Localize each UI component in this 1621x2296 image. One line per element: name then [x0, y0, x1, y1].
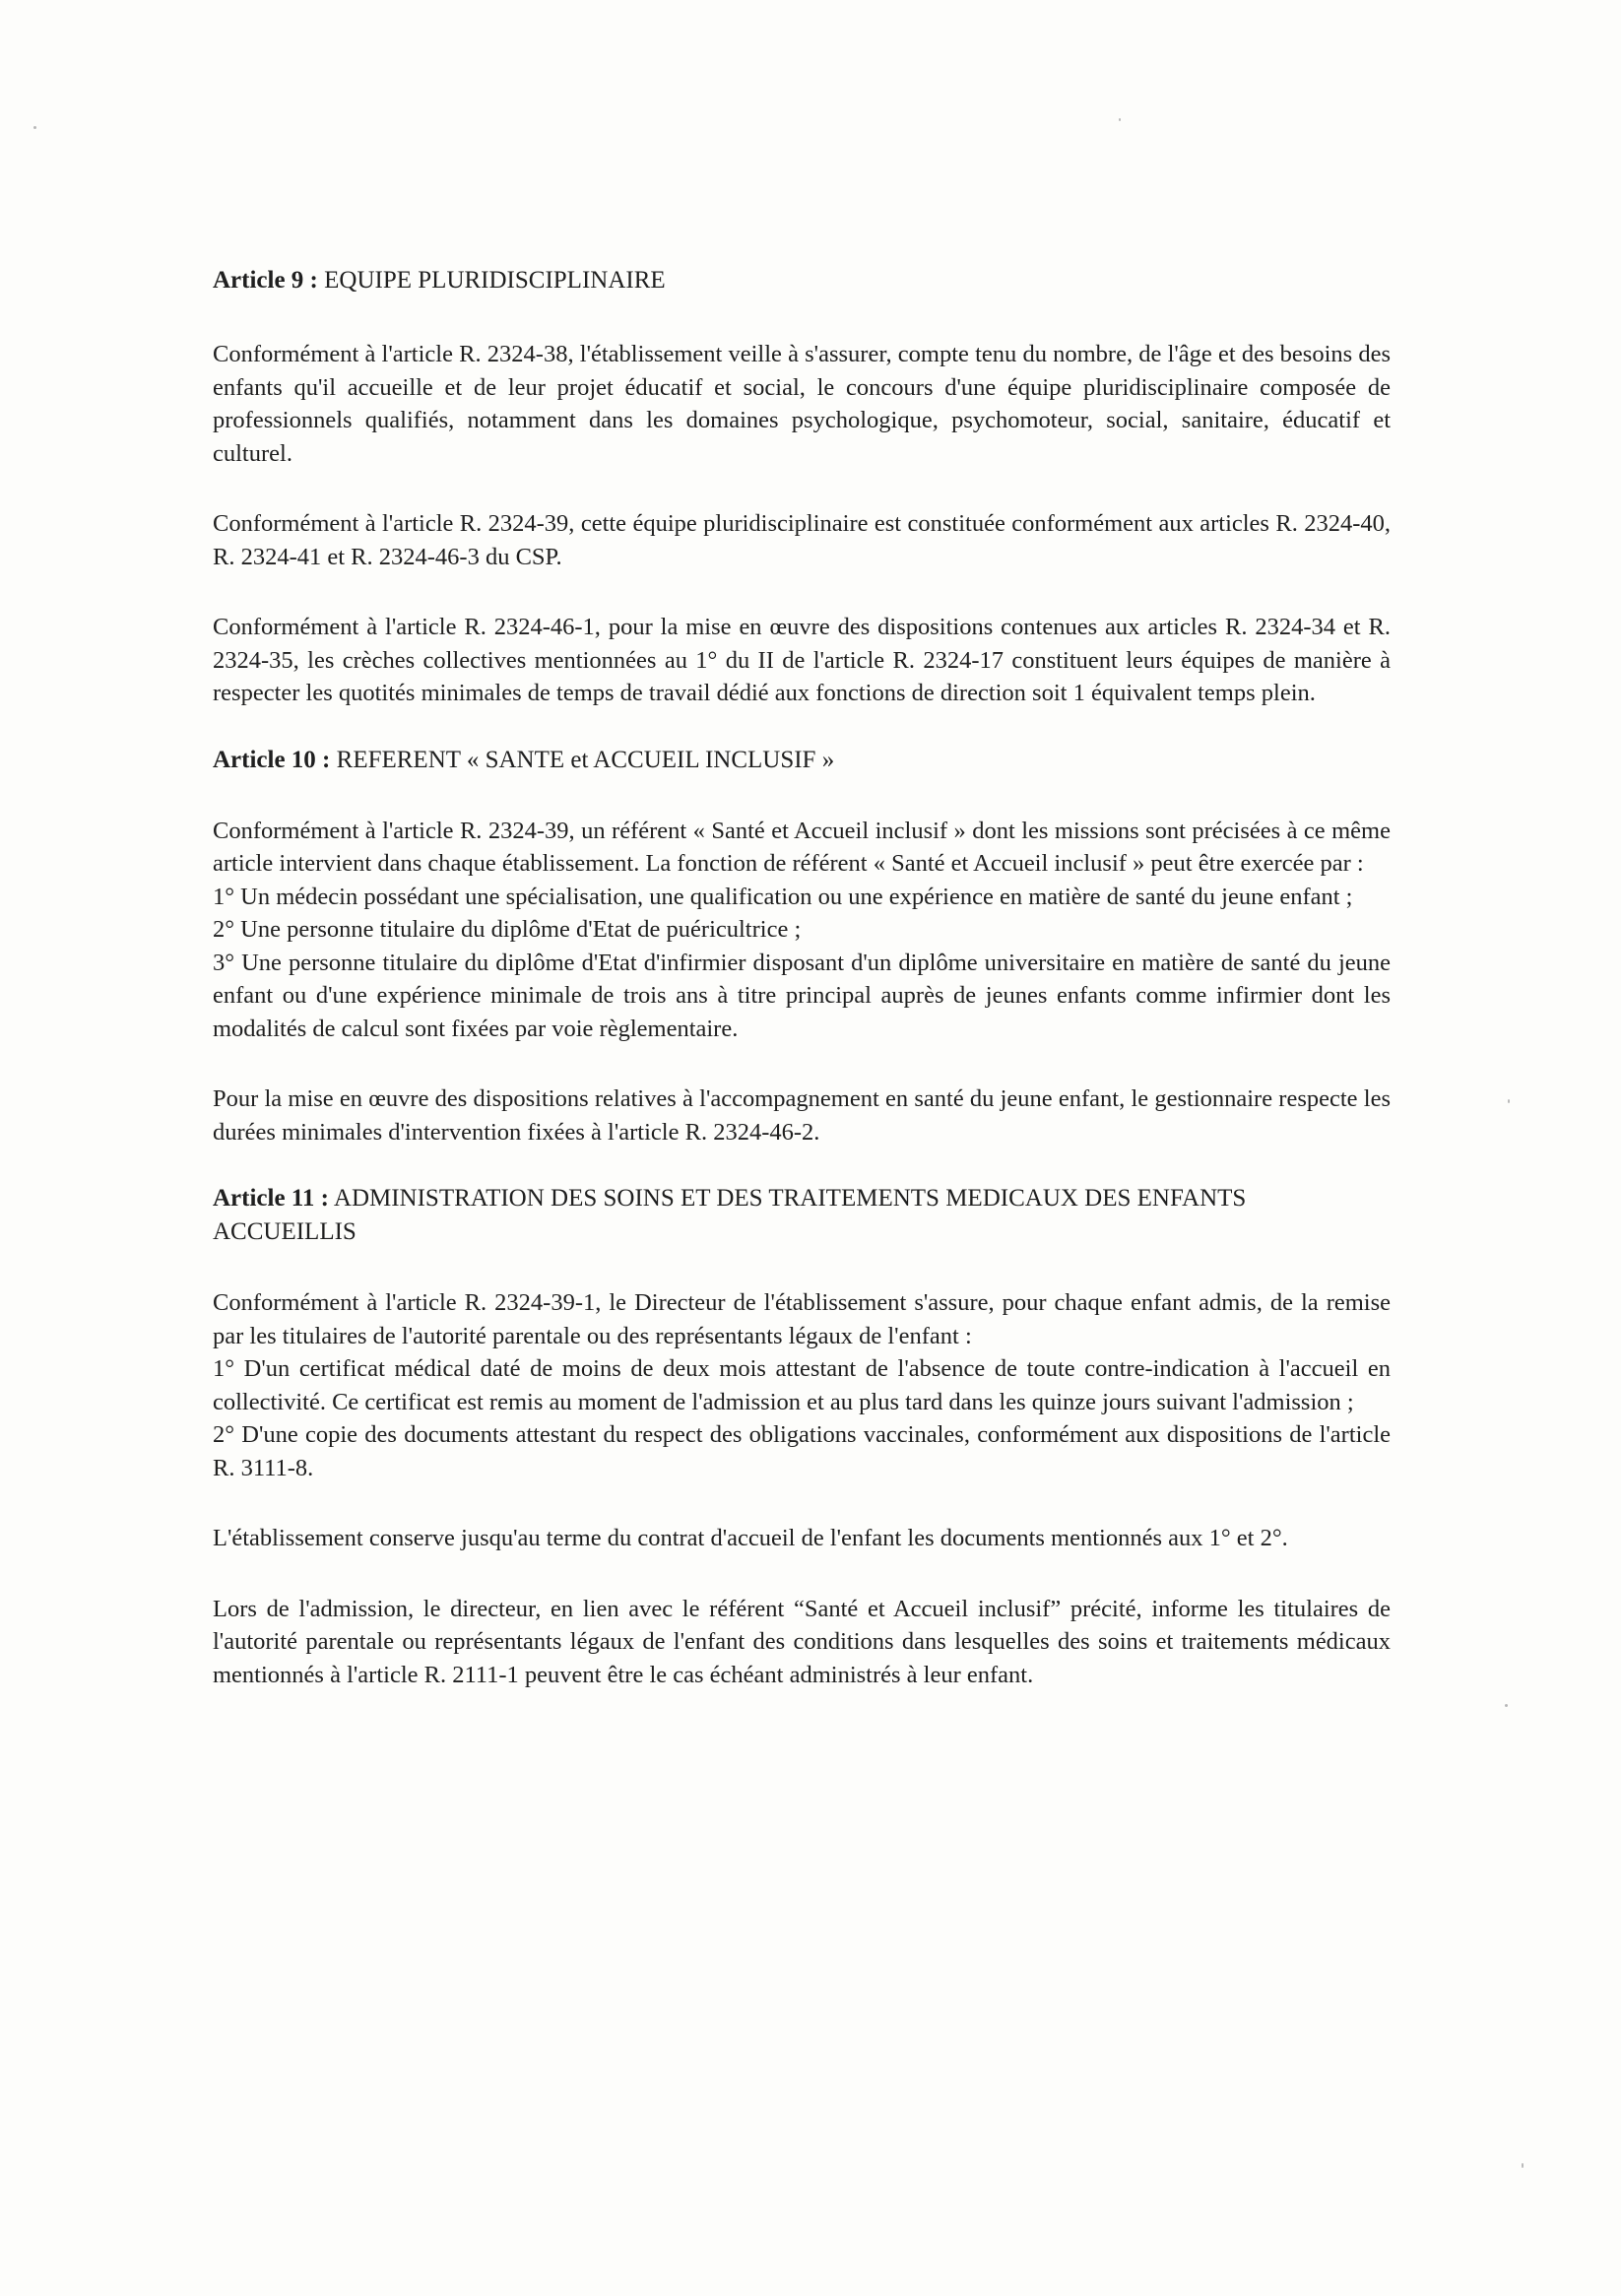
- article-10-intro: Conformément à l'article R. 2324-39, un référent « Santé et Accueil inclusif » dont les missions sont précisées à ce même article intervient dans chaque établissement. La fonction de référent « Santé et Accueil inclusif » peut être exercée par :: [213, 817, 1391, 877]
- scan-speck: [33, 126, 36, 129]
- article-9-paragraph: Conformément à l'article R. 2324-46-1, pour la mise en œuvre des dispositions contenues aux articles R. 2324-34 et R. 2324-35, les crèches collectives mentionnées au 1° du II de l'article R. 2324-17 constituent leurs équipes de manière à respecter les quotités minimales de temps de travail dédié aux fonctions de direction soit 1 équivalent temps plein.: [213, 614, 1391, 706]
- scan-speck: [1119, 118, 1121, 121]
- article-11-paragraph: L'établissement conserve jusqu'au terme du contrat d'accueil de l'enfant les documents mentionnés aux 1° et 2°.: [213, 1525, 1288, 1551]
- article-10: [213, 744, 1391, 1149]
- scan-speck: [1505, 1704, 1508, 1707]
- article-10-label: Article 10 :: [213, 746, 331, 773]
- article-9-paragraph: Conformément à l'article R. 2324-38, l'établissement veille à s'assurer, compte tenu du nombre, de l'âge et des besoins des enfants qu'il accueille et de leur projet éducatif et social, le concours d'une équipe pluridisciplinaire composée de professionnels qualifiés, notamment dans les domaines psychologique, psychomoteur, social, sanitaire, éducatif et culturel.: [213, 341, 1391, 467]
- article-10-title: REFERENT « SANTE et ACCUEIL INCLUSIF »: [336, 746, 835, 773]
- article-9-heading: [213, 264, 1391, 297]
- article-10-list-item: 1° Un médecin possédant une spécialisation, une qualification ou une expérience en matière de santé du jeune enfant ;: [213, 883, 1353, 910]
- scan-speck: [1522, 2163, 1524, 2168]
- article-11-paragraph: Lors de l'admission, le directeur, en lien avec le référent “Santé et Accueil inclusif” précité, informe les titulaires de l'autorité parentale ou représentants légaux de l'enfant des conditions dans lesquelles des soins et traitements médicaux mentionnés à l'article R. 2111-1 peuvent être le cas échéant administrés à leur enfant.: [213, 1595, 1391, 1688]
- article-11-label: Article 11 :: [213, 1185, 330, 1212]
- article-11-intro: Conformément à l'article R. 2324-39-1, le Directeur de l'établissement s'assure, pour chaque enfant admis, de la remise par les titulaires de l'autorité parentale ou des représentants légaux de l'enfant :: [213, 1289, 1391, 1349]
- scan-speck: [1508, 1099, 1510, 1103]
- article-10-closing: Pour la mise en œuvre des dispositions relatives à l'accompagnement en santé du jeune enfant, le gestionnaire respecte les durées minimales d'intervention fixées à l'article R. 2324-46-2.: [213, 1085, 1391, 1146]
- article-10-list-item: 2° Une personne titulaire du diplôme d'Etat de puéricultrice ;: [213, 916, 802, 943]
- article-11-list-item: 1° D'un certificat médical daté de moins de deux mois attestant de l'absence de toute contre-indication à l'accueil en collectivité. Ce certificat est remis au moment de l'admission et au plus tard dans les quinze jours suivant l'admission ;: [213, 1355, 1391, 1415]
- article-11-heading: [213, 1182, 1391, 1249]
- article-10-heading: [213, 744, 1391, 777]
- document-body: [213, 264, 1391, 1691]
- article-10-list-item: 3° Une personne titulaire du diplôme d'Etat d'infirmier disposant d'un diplôme universitaire en matière de santé du jeune enfant ou d'une expérience minimale de trois ans à titre principal auprès de jeunes enfants comme infirmier dont les modalités de calcul sont fixées par voie règlementaire.: [213, 949, 1391, 1042]
- article-9-label: Article 9 :: [213, 267, 318, 294]
- article-9-title: EQUIPE PLURIDISCIPLINAIRE: [324, 267, 666, 294]
- article-11: [213, 1182, 1391, 1691]
- article-9: [213, 264, 1391, 710]
- article-11-list-item: 2° D'une copie des documents attestant du respect des obligations vaccinales, conformément aux dispositions de l'article R. 3111-8.: [213, 1421, 1391, 1481]
- article-11-title: ADMINISTRATION DES SOINS ET DES TRAITEMENTS MEDICAUX DES ENFANTS ACCUEILLIS: [213, 1185, 1247, 1245]
- article-9-paragraph: Conformément à l'article R. 2324-39, cette équipe pluridisciplinaire est constituée conformément aux articles R. 2324-40, R. 2324-41 et R. 2324-46-3 du CSP.: [213, 510, 1391, 570]
